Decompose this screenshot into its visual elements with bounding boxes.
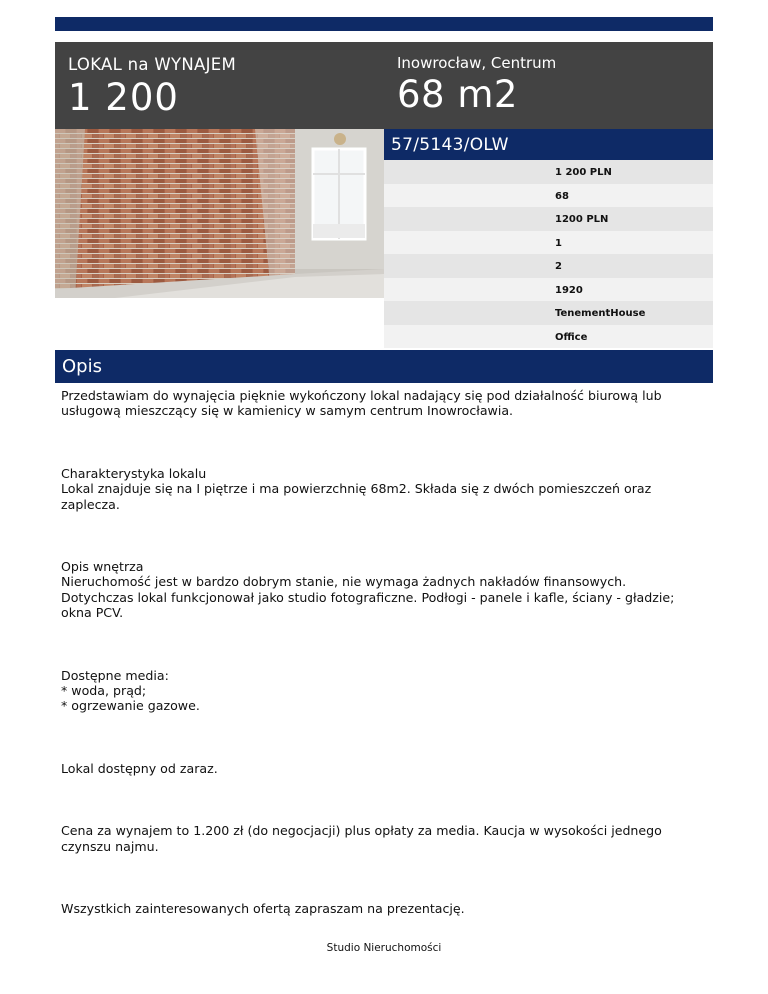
description-paragraph: Dostępne media: * woda, prąd; * ogrzewanie gazowe. bbox=[61, 667, 200, 714]
description-paragraph: Lokal dostępny od zaraz. bbox=[61, 760, 218, 776]
detail-row-floor bbox=[384, 231, 713, 255]
description-section-header bbox=[55, 350, 713, 383]
description-body bbox=[61, 388, 701, 917]
details-table bbox=[384, 160, 713, 348]
detail-value: 2 bbox=[555, 261, 562, 272]
reference-bar bbox=[384, 129, 713, 160]
description-paragraph: Charakterystyka lokalu Lokal znajduje się na I piętrze i ma powierzchnię 68m2. Składa się z dwóch pomieszczeń oraz zaplecza. bbox=[61, 465, 652, 512]
property-photo-image bbox=[55, 129, 384, 298]
detail-row-rooms bbox=[384, 254, 713, 278]
detail-row-rent bbox=[384, 207, 713, 231]
description-paragraph: Cena za wynajem to 1.200 zł (do negocjacji) plus opłaty za media. Kaucja w wysokości jednego czynszu najmu. bbox=[61, 823, 662, 854]
reference-number: 57/5143/OLW bbox=[391, 135, 509, 155]
listing-price: 1 200 bbox=[68, 76, 179, 119]
detail-value: 1 200 PLN bbox=[555, 167, 612, 178]
listing-location: Inowrocław, Centrum bbox=[397, 54, 557, 72]
listing-type: LOKAL na WYNAJEM bbox=[68, 55, 237, 74]
detail-value: 1920 bbox=[555, 284, 583, 296]
detail-row-area bbox=[384, 184, 713, 208]
property-photo bbox=[55, 129, 384, 298]
listing-area: 68 m2 bbox=[397, 73, 518, 116]
detail-row-price bbox=[384, 160, 713, 184]
header-right bbox=[397, 54, 556, 116]
description-paragraph: Przedstawiam do wynajęcia pięknie wykończony lokal nadający się pod działalność biurową lub usługową mieszczący się w kamienicy w samym centrum Inowrocławia. bbox=[61, 388, 662, 419]
detail-value: 68 bbox=[555, 190, 569, 202]
detail-value: TenementHouse bbox=[555, 308, 646, 319]
detail-value: 1 bbox=[555, 237, 562, 249]
listing-header bbox=[55, 42, 713, 129]
detail-row-building-type bbox=[384, 301, 713, 325]
footer-agency: Studio Nieruchomości bbox=[326, 942, 442, 954]
description-paragraph: Wszystkich zainteresowanych ofertą zapraszam na prezentację. bbox=[61, 901, 465, 917]
description-paragraph: Opis wnętrza Nieruchomość jest w bardzo dobrym stanie, nie wymaga żadnych nakładów finansowych. Dotychczas lokal funkcjonował jako studio fotograficzne. Podłogi - panele i kafle, ściany - gładzie; okna PCV. bbox=[61, 559, 675, 621]
detail-value: 1200 PLN bbox=[555, 214, 609, 225]
header-left bbox=[68, 55, 236, 119]
section-title: Opis bbox=[62, 356, 102, 377]
detail-row-year bbox=[384, 278, 713, 302]
detail-row-purpose bbox=[384, 325, 713, 349]
top-accent-bar bbox=[55, 17, 713, 31]
detail-value: Office bbox=[555, 331, 588, 343]
